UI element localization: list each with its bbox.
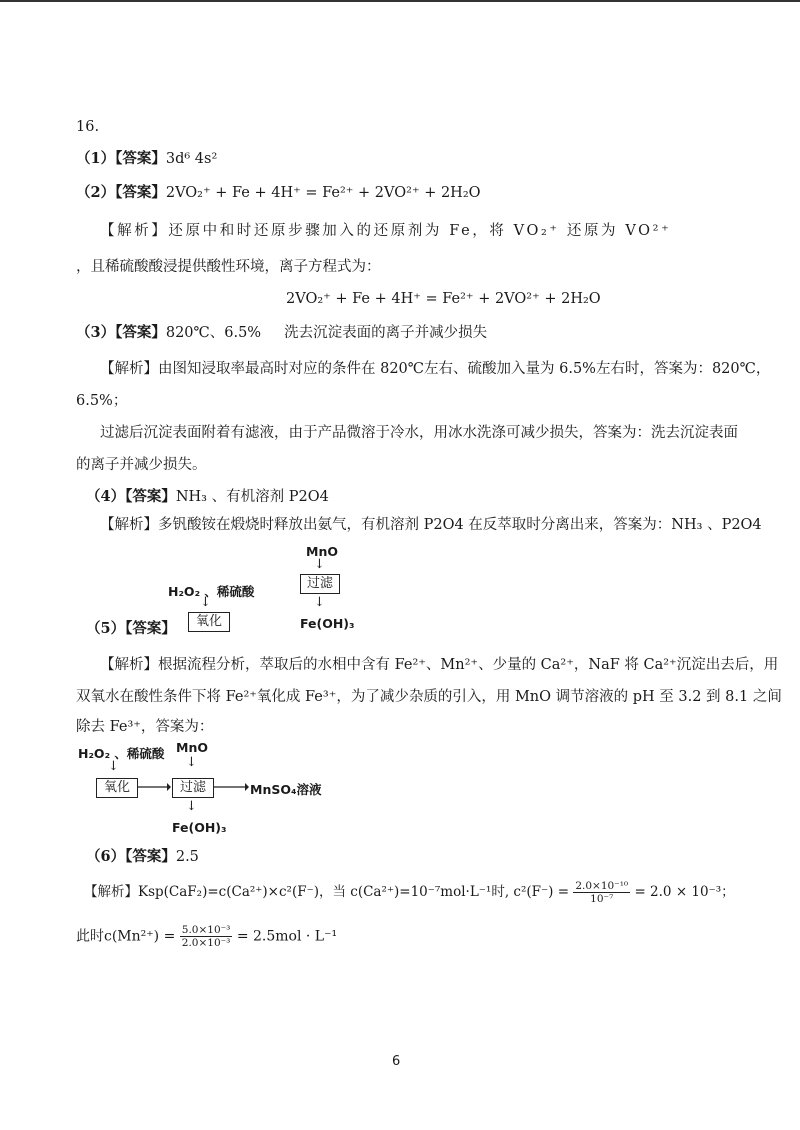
q6-fraction-1-result: = 2.0 × 10⁻³；	[634, 884, 735, 900]
diagram2-oxidation-box: 氧化	[96, 778, 138, 798]
q5-analysis-line2: 双氧水在酸性条件下将 Fe²⁺氧化成 Fe³⁺，为了减少杂质的引入，用 MnO 调节溶液的 pH 至 3.2 到 8.1 之间	[76, 689, 782, 705]
q3-analysis-line2: 6.5%；	[76, 393, 128, 409]
q3-analysis-line1: 【解析】由图知浸取率最高时对应的条件在 820℃左右、硫酸加入量为 6.5%左右时，答案为：820℃，	[100, 361, 771, 377]
diagram1-reagent-h2o2: H₂O₂ 、稀硫酸	[168, 584, 255, 599]
q6-analysis-line1	[84, 880, 735, 905]
diagram2-output-mnso4: MnSO₄溶液	[250, 782, 322, 797]
q4-label: （4）【答案】	[86, 488, 176, 505]
question-number: 16.	[76, 119, 100, 135]
q3-analysis-line3: 过滤后沉淀表面附着有滤液，由于产品微溶于冷水，用冰水洗涤可减少损失，答案为：洗去沉淀表面	[100, 425, 738, 441]
q6-answer-line	[86, 848, 199, 866]
q1-label: （1）【答案】	[76, 150, 166, 167]
q3-answer: 820℃、6.5% 洗去沉淀表面的离子并减少损失	[165, 325, 488, 341]
q6-fraction-1-denominator: 10⁻⁷	[590, 893, 614, 905]
diagram2-reagent-mno: MnO	[176, 740, 208, 755]
q6-fraction-2	[180, 924, 233, 949]
diagram1-arrow-down-3: ↓	[314, 595, 325, 610]
q5-analysis-line1: 【解析】根据流程分析，萃取后的水相中含有 Fe²⁺、Mn²⁺、少量的 Ca²⁺，NaF 将 Ca²⁺沉淀出去后，用	[100, 657, 779, 673]
q3-label: （3）【答案】	[76, 324, 166, 341]
diagram2-filter-box: 过滤	[172, 778, 214, 798]
diagram2-arrow-right-1	[137, 780, 171, 794]
diagram1-arrow-down-2: ↓	[314, 557, 325, 572]
diagram2-reagent-h2o2: H₂O₂ 、稀硫酸	[78, 746, 165, 761]
diagram2-arrow-down-3: ↓	[186, 799, 197, 814]
top-border	[0, 0, 800, 2]
q2-equation: 2VO₂⁺ + Fe + 4H⁺ = Fe²⁺ + 2VO²⁺ + 2H₂O	[286, 291, 601, 307]
q2-label: （2）【答案】	[76, 184, 166, 201]
q6-analysis-prefix: 【解析】Ksp(CaF₂)=c(Ca²⁺)×c²(F⁻)，当 c(Ca²⁺)=10⁻⁷mol·L⁻¹时, c²(F⁻) =	[84, 884, 570, 900]
q2-analysis-line2: ，且稀硫酸酸浸提供酸性环境，离子方程式为：	[76, 259, 381, 275]
diagram1-reagent-mno: MnO	[306, 544, 338, 559]
q6-fraction-2-numerator: 5.0×10⁻³	[181, 924, 231, 936]
q6-answer: 2.5	[175, 849, 199, 865]
diagram1-oxidation-box: 氧化	[188, 612, 230, 632]
diagram1-filter-box: 过滤	[300, 574, 340, 594]
diagram2-arrow-right-2	[213, 780, 249, 794]
q3-analysis-line4: 的离子并减少损失。	[76, 457, 207, 473]
q2-answer: 2VO₂⁺ + Fe + 4H⁺ = Fe²⁺ + 2VO²⁺ + 2H₂O	[165, 185, 481, 201]
q6-fraction-1-numerator: 2.0×10⁻¹⁰	[575, 880, 629, 892]
q1-answer: 3d⁶ 4s²	[165, 151, 218, 167]
q5-analysis-line3: 除去 Fe³⁺，答案为：	[76, 719, 214, 735]
q6-fraction-2-denominator: 2.0×10⁻³	[181, 937, 231, 949]
q2-answer-line	[76, 184, 481, 202]
q3-answer-line	[76, 324, 487, 342]
q2-analysis-line1: 【解析】还原中和时还原步骤加入的还原剂为 Fe，将 VO₂⁺ 还原为 VO²⁺	[100, 223, 672, 239]
q6-fraction-2-result: = 2.5mol · L⁻¹	[236, 928, 338, 945]
q4-answer: NH₃ 、有机溶剂 P2O4	[175, 489, 329, 505]
q1-answer-line	[76, 150, 217, 168]
page-number: 6	[392, 1054, 401, 1069]
q6-line2-prefix: 此时c(Mn²⁺) =	[76, 928, 176, 945]
q4-answer-line	[86, 488, 329, 506]
q5-label: （5）【答案】	[86, 620, 176, 637]
diagram1-product-feoh3: Fe(OH)₃	[300, 616, 355, 631]
diagram2-product-feoh3: Fe(OH)₃	[172, 820, 227, 835]
diagram1-arrow-down-1: ↓	[200, 595, 211, 610]
q6-analysis-line2	[76, 924, 337, 949]
diagram2-arrow-down-2: ↓	[186, 755, 197, 770]
q4-analysis-line1: 【解析】多钒酸铵在煅烧时释放出氨气，有机溶剂 P2O4 在反萃取时分离出来，答案为：NH₃ 、P2O4	[100, 517, 762, 533]
q6-label: （6）【答案】	[86, 848, 176, 865]
q6-fraction-1	[573, 880, 630, 905]
diagram2-arrow-down-1: ↓	[108, 759, 119, 774]
